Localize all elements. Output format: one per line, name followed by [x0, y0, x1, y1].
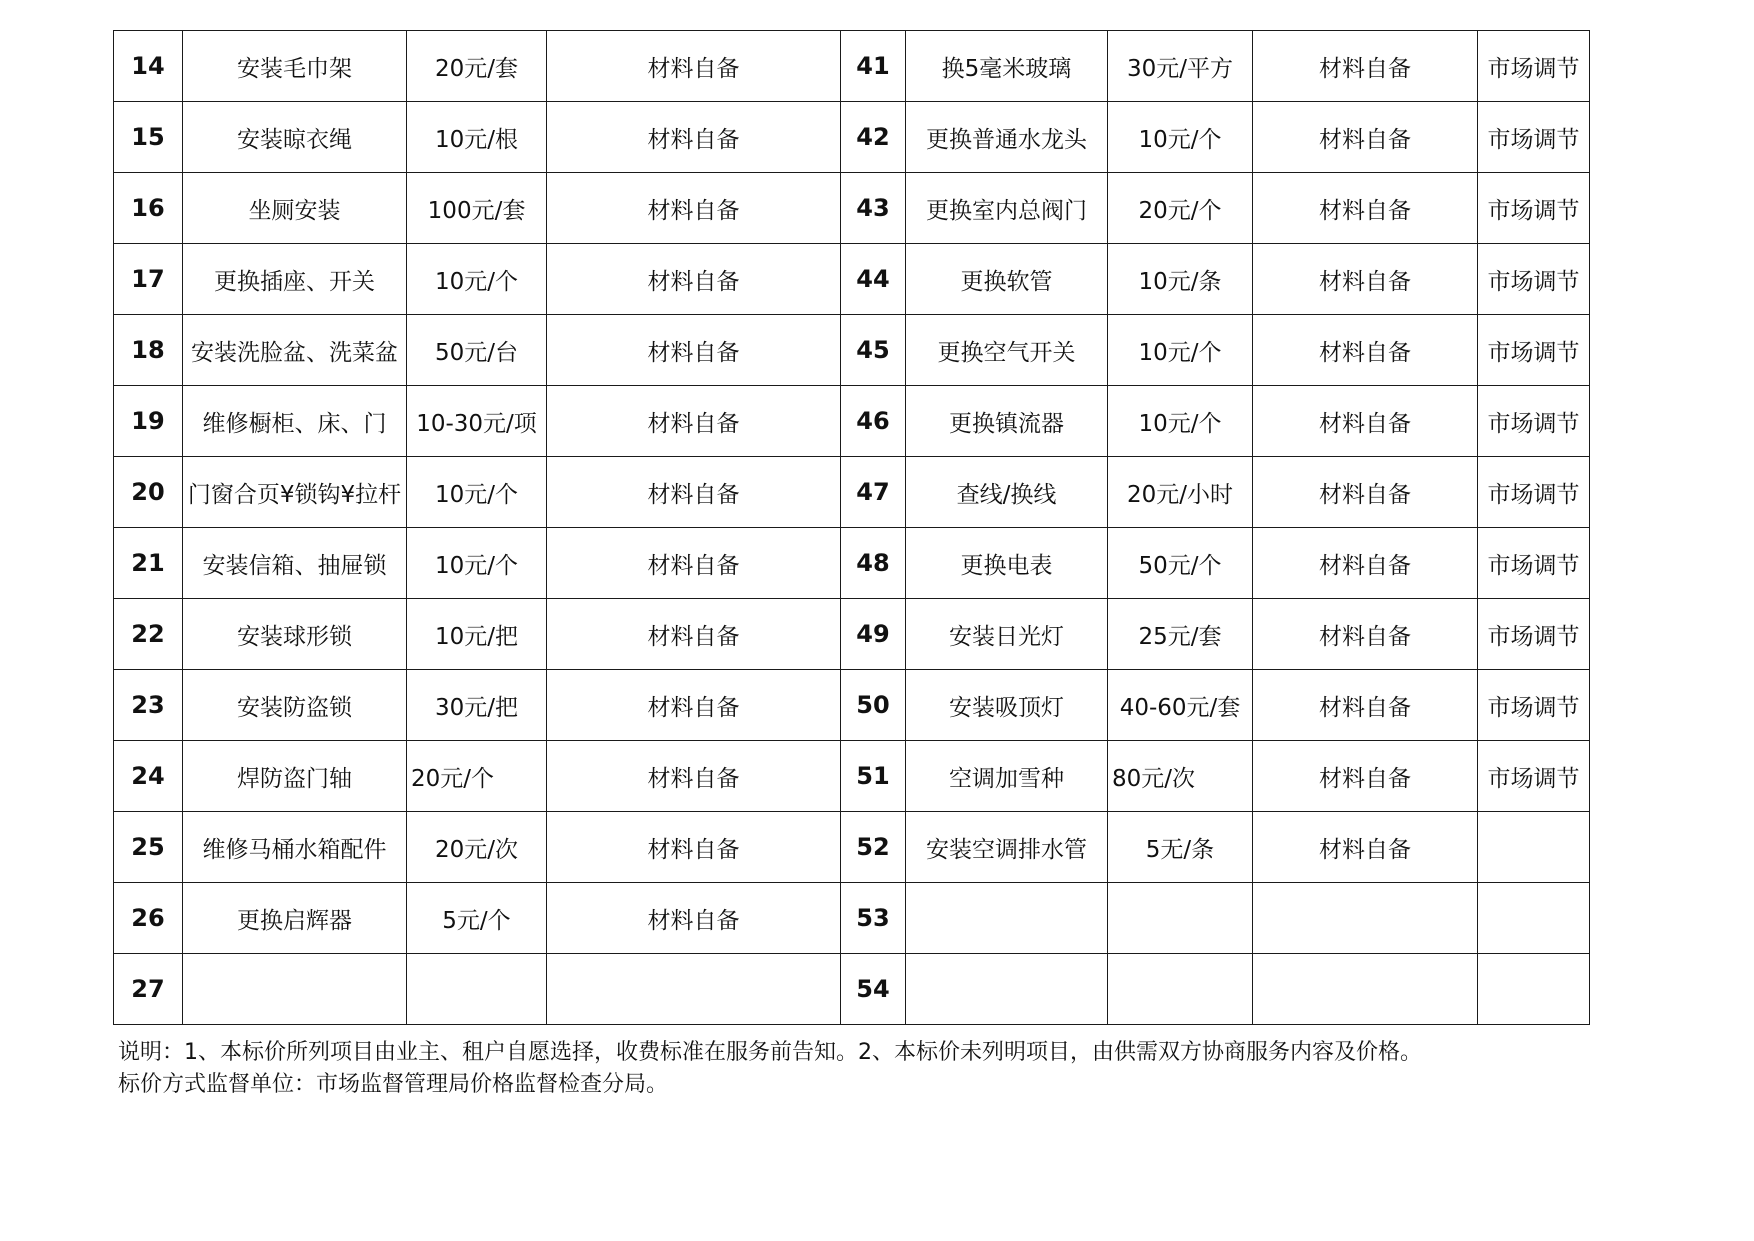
left-item-cell: 维修橱柜、床、门 — [183, 386, 407, 457]
right-item-cell: 空调加雪种 — [906, 741, 1108, 812]
left-item-cell: 安装晾衣绳 — [183, 102, 407, 173]
right-number-cell: 53 — [841, 883, 906, 954]
table-row — [114, 244, 1590, 315]
right-number-cell: 48 — [841, 528, 906, 599]
left-price-cell — [407, 954, 547, 1025]
right-note-cell — [1478, 954, 1590, 1025]
right-item-cell: 安装空调排水管 — [906, 812, 1108, 883]
right-item-cell: 安装日光灯 — [906, 599, 1108, 670]
table-row — [114, 741, 1590, 812]
left-price-cell: 100元/套 — [407, 173, 547, 244]
right-number-cell: 51 — [841, 741, 906, 812]
left-material-cell: 材料自备 — [547, 883, 841, 954]
left-material-cell: 材料自备 — [547, 670, 841, 741]
left-number-cell: 14 — [114, 31, 183, 102]
price-table — [113, 30, 1590, 1025]
right-price-cell: 10元/条 — [1108, 244, 1253, 315]
right-item-cell: 更换镇流器 — [906, 386, 1108, 457]
left-material-cell: 材料自备 — [547, 528, 841, 599]
table-row — [114, 670, 1590, 741]
right-price-cell: 30元/平方 — [1108, 31, 1253, 102]
left-item-cell: 安装毛巾架 — [183, 31, 407, 102]
left-material-cell: 材料自备 — [547, 741, 841, 812]
notes — [118, 1037, 1422, 1101]
right-material-cell: 材料自备 — [1253, 741, 1478, 812]
left-number-cell: 25 — [114, 812, 183, 883]
right-item-cell: 查线/换线 — [906, 457, 1108, 528]
right-material-cell: 材料自备 — [1253, 315, 1478, 386]
left-price-cell: 20元/次 — [407, 812, 547, 883]
right-price-cell: 25元/套 — [1108, 599, 1253, 670]
left-item-cell: 安装球形锁 — [183, 599, 407, 670]
left-item-cell: 安装洗脸盆、洗菜盆 — [183, 315, 407, 386]
left-number-cell: 24 — [114, 741, 183, 812]
left-price-cell: 30元/把 — [407, 670, 547, 741]
right-number-cell: 41 — [841, 31, 906, 102]
notes-line-1: 说明：1、本标价所列项目由业主、租户自愿选择，收费标准在服务前告知。2、本标价未列明项目，由供需双方协商服务内容及价格。 — [118, 1040, 1422, 1065]
right-number-cell: 45 — [841, 315, 906, 386]
left-item-cell: 维修马桶水箱配件 — [183, 812, 407, 883]
left-price-cell: 10元/把 — [407, 599, 547, 670]
right-note-cell — [1478, 883, 1590, 954]
left-number-cell: 15 — [114, 102, 183, 173]
table-row — [114, 812, 1590, 883]
left-item-cell: 门窗合页¥锁钩¥拉杆 — [183, 457, 407, 528]
left-material-cell — [547, 954, 841, 1025]
left-number-cell: 17 — [114, 244, 183, 315]
right-item-cell: 更换软管 — [906, 244, 1108, 315]
right-material-cell: 材料自备 — [1253, 812, 1478, 883]
right-item-cell — [906, 883, 1108, 954]
right-item-cell: 更换普通水龙头 — [906, 102, 1108, 173]
right-item-cell: 更换空气开关 — [906, 315, 1108, 386]
left-number-cell: 19 — [114, 386, 183, 457]
left-material-cell: 材料自备 — [547, 31, 841, 102]
right-material-cell: 材料自备 — [1253, 386, 1478, 457]
table-row — [114, 457, 1590, 528]
table-body — [114, 31, 1590, 1025]
right-note-cell: 市场调节 — [1478, 670, 1590, 741]
left-item-cell: 坐厕安装 — [183, 173, 407, 244]
right-item-cell: 换5毫米玻璃 — [906, 31, 1108, 102]
right-material-cell — [1253, 883, 1478, 954]
right-price-cell: 10元/个 — [1108, 386, 1253, 457]
right-note-cell — [1478, 812, 1590, 883]
right-number-cell: 49 — [841, 599, 906, 670]
right-material-cell: 材料自备 — [1253, 31, 1478, 102]
right-number-cell: 52 — [841, 812, 906, 883]
right-number-cell: 50 — [841, 670, 906, 741]
left-number-cell: 26 — [114, 883, 183, 954]
right-price-cell: 80元/次 — [1108, 741, 1253, 812]
left-price-cell: 10元/个 — [407, 528, 547, 599]
right-price-cell: 5无/条 — [1108, 812, 1253, 883]
left-item-cell: 更换插座、开关 — [183, 244, 407, 315]
right-material-cell: 材料自备 — [1253, 457, 1478, 528]
left-material-cell: 材料自备 — [547, 812, 841, 883]
right-price-cell: 50元/个 — [1108, 528, 1253, 599]
right-note-cell: 市场调节 — [1478, 315, 1590, 386]
right-material-cell: 材料自备 — [1253, 173, 1478, 244]
left-item-cell — [183, 954, 407, 1025]
left-price-cell: 10元/根 — [407, 102, 547, 173]
left-number-cell: 18 — [114, 315, 183, 386]
table-row — [114, 173, 1590, 244]
table-row — [114, 102, 1590, 173]
left-number-cell: 21 — [114, 528, 183, 599]
right-number-cell: 47 — [841, 457, 906, 528]
right-note-cell: 市场调节 — [1478, 528, 1590, 599]
left-number-cell: 27 — [114, 954, 183, 1025]
left-material-cell: 材料自备 — [547, 457, 841, 528]
table-row — [114, 386, 1590, 457]
left-price-cell: 5元/个 — [407, 883, 547, 954]
right-note-cell: 市场调节 — [1478, 31, 1590, 102]
left-price-cell: 10元/个 — [407, 244, 547, 315]
left-number-cell: 16 — [114, 173, 183, 244]
left-material-cell: 材料自备 — [547, 173, 841, 244]
left-material-cell: 材料自备 — [547, 599, 841, 670]
right-material-cell: 材料自备 — [1253, 599, 1478, 670]
table-row — [114, 883, 1590, 954]
right-material-cell: 材料自备 — [1253, 102, 1478, 173]
table-row — [114, 599, 1590, 670]
left-material-cell: 材料自备 — [547, 244, 841, 315]
right-price-cell — [1108, 954, 1253, 1025]
right-note-cell: 市场调节 — [1478, 599, 1590, 670]
right-note-cell: 市场调节 — [1478, 102, 1590, 173]
table-row — [114, 954, 1590, 1025]
right-item-cell: 安装吸顶灯 — [906, 670, 1108, 741]
left-price-cell: 50元/台 — [407, 315, 547, 386]
left-item-cell: 更换启辉器 — [183, 883, 407, 954]
right-note-cell: 市场调节 — [1478, 457, 1590, 528]
right-price-cell: 40-60元/套 — [1108, 670, 1253, 741]
right-number-cell: 54 — [841, 954, 906, 1025]
table-row — [114, 31, 1590, 102]
right-material-cell: 材料自备 — [1253, 670, 1478, 741]
right-note-cell: 市场调节 — [1478, 741, 1590, 812]
right-price-cell: 10元/个 — [1108, 102, 1253, 173]
left-price-cell: 20元/个 — [407, 741, 547, 812]
left-item-cell: 焊防盗门轴 — [183, 741, 407, 812]
left-number-cell: 22 — [114, 599, 183, 670]
left-number-cell: 20 — [114, 457, 183, 528]
left-number-cell: 23 — [114, 670, 183, 741]
right-material-cell — [1253, 954, 1478, 1025]
left-item-cell: 安装防盗锁 — [183, 670, 407, 741]
left-material-cell: 材料自备 — [547, 102, 841, 173]
right-item-cell: 更换室内总阀门 — [906, 173, 1108, 244]
right-item-cell — [906, 954, 1108, 1025]
left-item-cell: 安装信箱、抽屉锁 — [183, 528, 407, 599]
right-number-cell: 44 — [841, 244, 906, 315]
right-item-cell: 更换电表 — [906, 528, 1108, 599]
left-material-cell: 材料自备 — [547, 315, 841, 386]
left-price-cell: 10元/个 — [407, 457, 547, 528]
right-price-cell — [1108, 883, 1253, 954]
table-row — [114, 315, 1590, 386]
right-material-cell: 材料自备 — [1253, 528, 1478, 599]
right-note-cell: 市场调节 — [1478, 244, 1590, 315]
right-note-cell: 市场调节 — [1478, 386, 1590, 457]
left-price-cell: 10-30元/项 — [407, 386, 547, 457]
notes-line-2: 标价方式监督单位：市场监督管理局价格监督检查分局。 — [118, 1072, 669, 1097]
right-number-cell: 43 — [841, 173, 906, 244]
right-material-cell: 材料自备 — [1253, 244, 1478, 315]
table-row — [114, 528, 1590, 599]
right-price-cell: 20元/个 — [1108, 173, 1253, 244]
left-price-cell: 20元/套 — [407, 31, 547, 102]
right-note-cell: 市场调节 — [1478, 173, 1590, 244]
right-number-cell: 46 — [841, 386, 906, 457]
right-number-cell: 42 — [841, 102, 906, 173]
right-price-cell: 10元/个 — [1108, 315, 1253, 386]
left-material-cell: 材料自备 — [547, 386, 841, 457]
right-price-cell: 20元/小时 — [1108, 457, 1253, 528]
